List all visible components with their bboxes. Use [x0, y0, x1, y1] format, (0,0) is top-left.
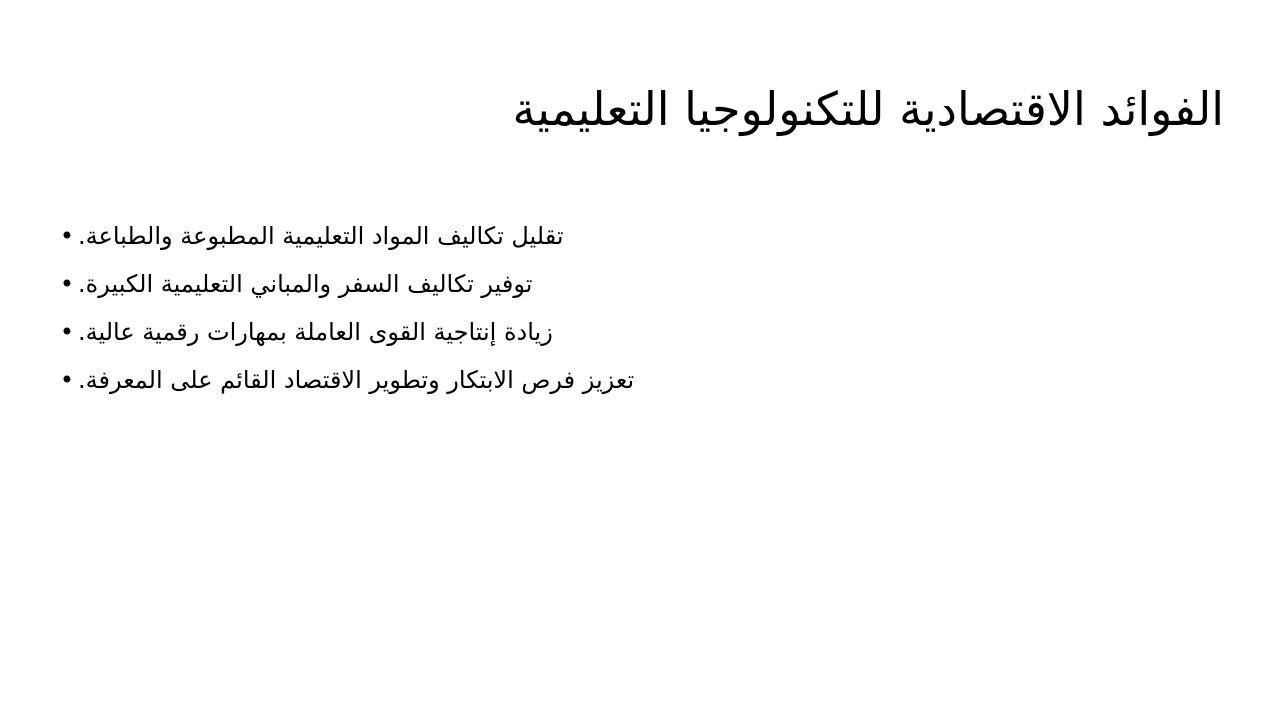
- bullet-icon: •: [59, 318, 75, 346]
- list-item: [56, 260, 1224, 308]
- bullet-icon: •: [59, 366, 75, 394]
- list-item: [56, 212, 1224, 260]
- list-item: [56, 308, 1224, 356]
- bullet-icon: •: [59, 270, 75, 298]
- list-item: [56, 356, 1224, 404]
- bullet-icon: •: [59, 222, 75, 250]
- list-item-text: زيادة إنتاجية القوى العاملة بمهارات رقمية عالية.: [78, 318, 553, 346]
- list-item-text: تعزيز فرص الابتكار وتطوير الاقتصاد القائم على المعرفة.: [78, 366, 635, 394]
- list-item-text: توفير تكاليف السفر والمباني التعليمية الكبيرة.: [78, 270, 533, 298]
- list-item-text: تقليل تكاليف المواد التعليمية المطبوعة والطباعة.: [78, 222, 564, 250]
- page-title: الفوائد الاقتصادية للتكنولوجيا التعليمية: [512, 81, 1224, 136]
- bullet-list: [56, 212, 1224, 404]
